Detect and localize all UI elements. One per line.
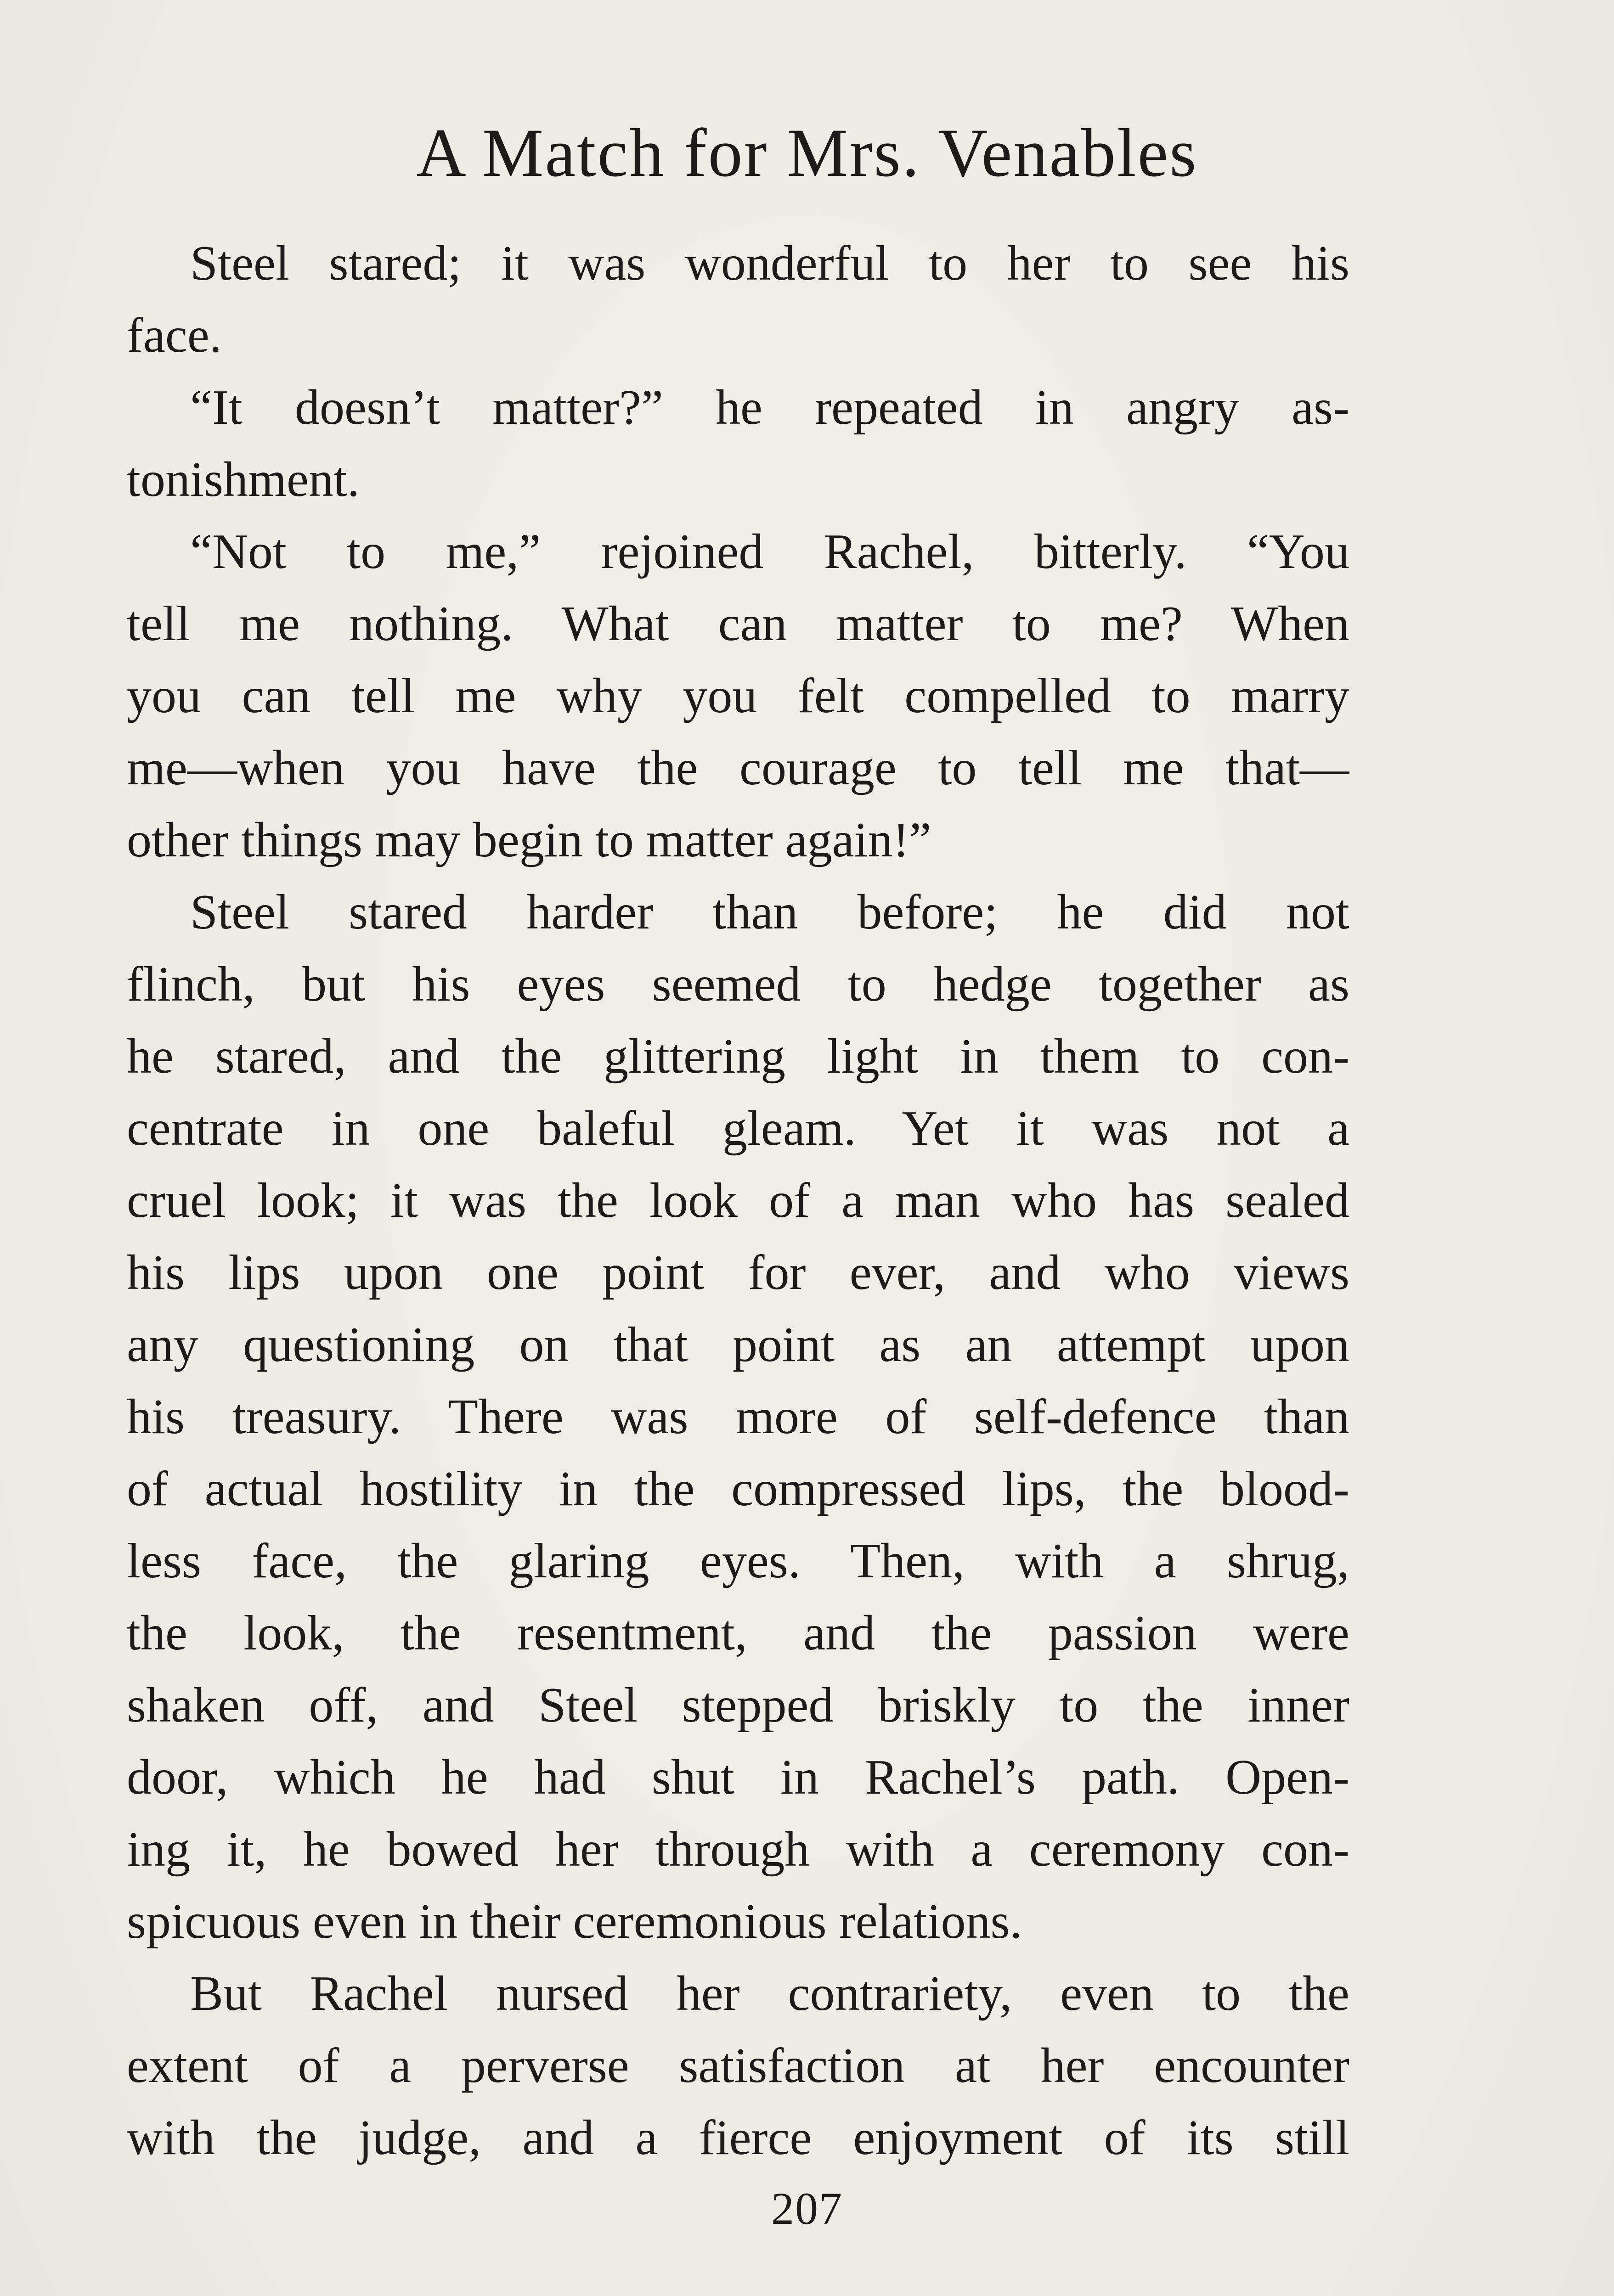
text-line: with the judge, and a fierce enjoyment of its still: [127, 2110, 1349, 2165]
text-line: me—when you have the courage to tell me that—: [127, 741, 1349, 795]
text-line: tell me nothing. What can matter to me? When: [127, 597, 1349, 651]
text-line: tonishment.: [127, 452, 360, 507]
text-line: any questioning on that point as an attempt upon: [127, 1317, 1349, 1372]
text-line: Steel stared harder than before; he did not: [190, 885, 1349, 940]
text-line: shaken off, and Steel stepped briskly to the inner: [127, 1678, 1349, 1733]
text-line: his treasury. There was more of self-defence than: [127, 1390, 1349, 1444]
text-line: Steel stared; it was wonderful to her to see his: [190, 236, 1349, 291]
text-line: ing it, he bowed her through with a ceremony con-: [127, 1822, 1349, 1877]
text-line: he stared, and the glittering light in them to con-: [127, 1029, 1349, 1084]
text-line: of actual hostility in the compressed lips, the blood-: [127, 1462, 1349, 1516]
text-line: his lips upon one point for ever, and who views: [127, 1245, 1349, 1300]
text-line: “Not to me,” rejoined Rachel, bitterly. “You: [190, 524, 1349, 579]
body-text: [127, 227, 1349, 2174]
text-line: the look, the resentment, and the passion were: [127, 1606, 1349, 1660]
text-line: extent of a perverse satisfaction at her encounter: [127, 2038, 1349, 2093]
text-line: But Rachel nursed her contrariety, even to the: [190, 1966, 1349, 2021]
text-line: other things may begin to matter again!”: [127, 813, 931, 867]
text-line: less face, the glaring eyes. Then, with a shrug,: [127, 1534, 1349, 1588]
text-line: you can tell me why you felt compelled to marry: [127, 669, 1349, 723]
text-line: flinch, but his eyes seemed to hedge together as: [127, 957, 1349, 1012]
text-line: “It doesn’t matter?” he repeated in angry as-: [190, 380, 1349, 435]
running-head-title: A Match for Mrs. Venables: [416, 115, 1198, 191]
text-line: spicuous even in their ceremonious relations.: [127, 1894, 1022, 1949]
text-line: door, which he had shut in Rachel’s path. Open-: [127, 1750, 1349, 1805]
text-line: face.: [127, 308, 222, 363]
text-line: centrate in one baleful gleam. Yet it was not a: [127, 1101, 1349, 1156]
text-line: cruel look; it was the look of a man who has sealed: [127, 1173, 1349, 1228]
page-number: 207: [771, 2183, 843, 2234]
